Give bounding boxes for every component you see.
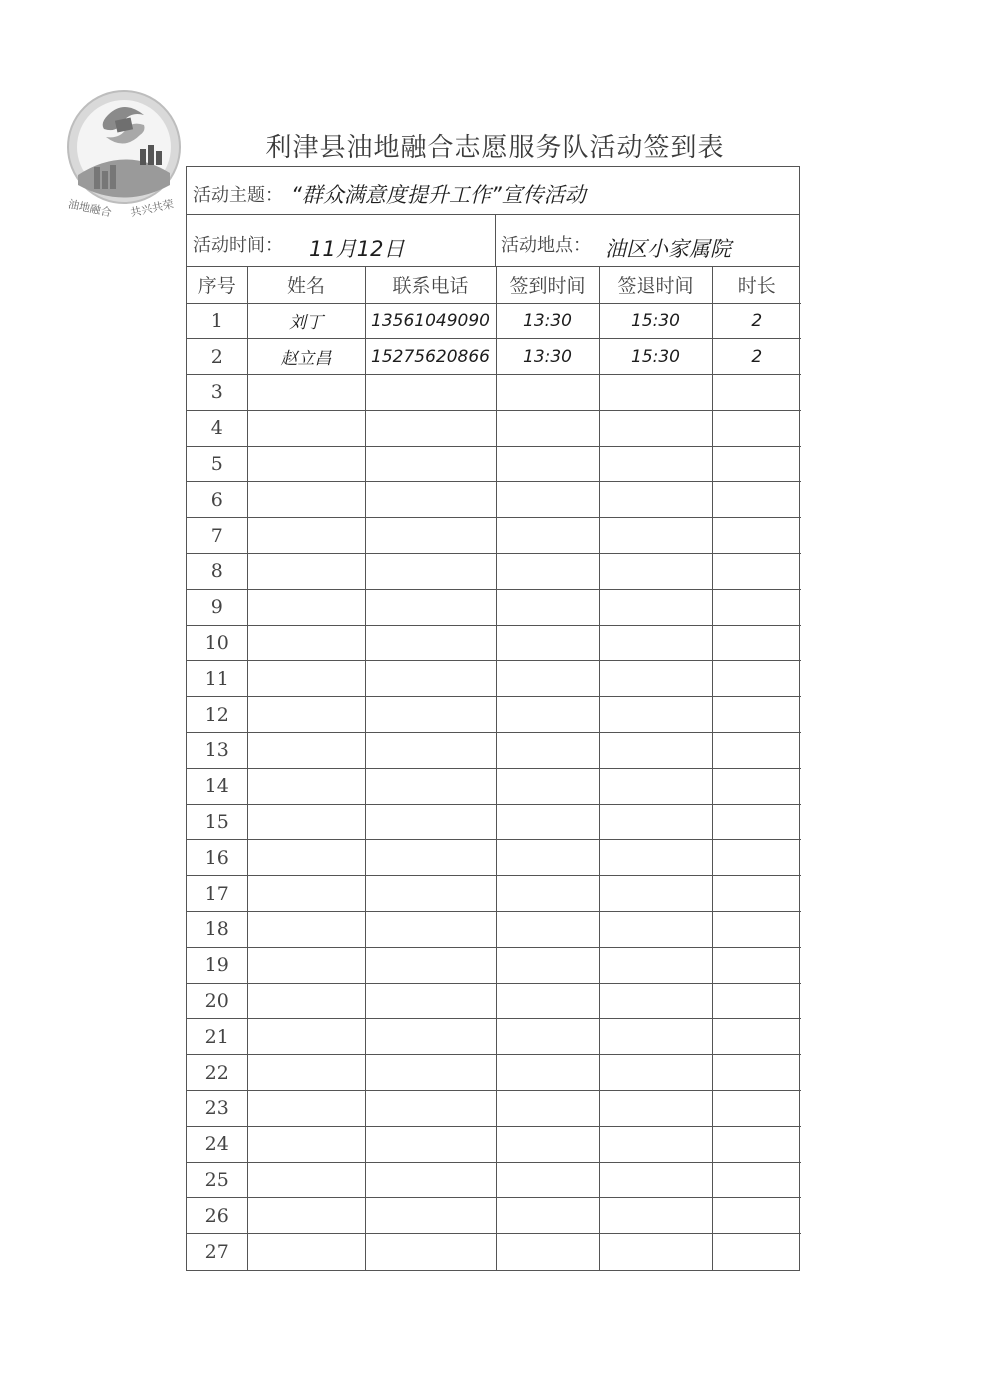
table-row bbox=[187, 912, 801, 948]
name-cell bbox=[247, 768, 365, 804]
duration-cell bbox=[712, 733, 801, 769]
table-row bbox=[187, 1055, 801, 1091]
emblem-caption-right: 共兴共荣 bbox=[129, 197, 175, 220]
phone-cell bbox=[365, 482, 496, 518]
emblem-logo bbox=[64, 85, 184, 230]
duration-cell bbox=[712, 1055, 801, 1091]
name-cell bbox=[247, 876, 365, 912]
phone-cell bbox=[365, 375, 496, 411]
sign-in-cell bbox=[496, 1126, 599, 1162]
sign-in-cell bbox=[496, 1162, 599, 1198]
duration-cell bbox=[712, 1091, 801, 1127]
sign-out-cell bbox=[599, 375, 712, 411]
sign-out-cell bbox=[599, 1019, 712, 1055]
seq-cell: 27 bbox=[187, 1234, 247, 1270]
sign-in-cell bbox=[496, 589, 599, 625]
phone-cell bbox=[365, 947, 496, 983]
table-row bbox=[187, 1091, 801, 1127]
sign-in-cell bbox=[496, 697, 599, 733]
duration-cell bbox=[712, 1198, 801, 1234]
duration-cell bbox=[712, 625, 801, 661]
sign-out-cell bbox=[599, 1234, 712, 1270]
duration-cell bbox=[712, 661, 801, 697]
sign-out-cell bbox=[599, 876, 712, 912]
sign-out-cell bbox=[599, 733, 712, 769]
sign-out-cell bbox=[599, 804, 712, 840]
phone-cell bbox=[365, 1019, 496, 1055]
time-place-divider bbox=[495, 215, 496, 266]
phone-cell bbox=[365, 446, 496, 482]
sign-in-cell bbox=[496, 912, 599, 948]
seq-cell: 15 bbox=[187, 804, 247, 840]
sign-in-cell bbox=[496, 375, 599, 411]
duration-cell bbox=[712, 876, 801, 912]
activity-theme-value: “群众满意度提升工作”宣传活动 bbox=[291, 183, 586, 207]
duration-cell bbox=[712, 804, 801, 840]
name-cell bbox=[247, 1234, 365, 1270]
table-row bbox=[187, 983, 801, 1019]
sign-in-cell bbox=[496, 1091, 599, 1127]
duration-cell bbox=[712, 375, 801, 411]
sign-in-cell: 13:30 bbox=[496, 303, 599, 339]
activity-place-label: 活动地点： bbox=[501, 235, 591, 256]
phone-cell bbox=[365, 410, 496, 446]
duration-cell bbox=[712, 1019, 801, 1055]
sign-in-cell bbox=[496, 661, 599, 697]
table-row bbox=[187, 1126, 801, 1162]
table-row bbox=[187, 554, 801, 590]
seq-cell: 18 bbox=[187, 912, 247, 948]
duration-cell: 2 bbox=[712, 339, 801, 375]
name-cell bbox=[247, 947, 365, 983]
seq-cell: 21 bbox=[187, 1019, 247, 1055]
seq-cell: 7 bbox=[187, 518, 247, 554]
table-row bbox=[187, 733, 801, 769]
sign-in-cell bbox=[496, 840, 599, 876]
duration-cell bbox=[712, 697, 801, 733]
phone-cell bbox=[365, 589, 496, 625]
sign-in-cell bbox=[496, 1019, 599, 1055]
sign-in-cell bbox=[496, 733, 599, 769]
phone-cell bbox=[365, 912, 496, 948]
name-cell bbox=[247, 697, 365, 733]
name-cell: 刘丁 bbox=[247, 303, 365, 339]
sign-in-cell bbox=[496, 1198, 599, 1234]
name-cell bbox=[247, 1162, 365, 1198]
seq-cell: 9 bbox=[187, 589, 247, 625]
name-cell bbox=[247, 804, 365, 840]
seq-cell: 20 bbox=[187, 983, 247, 1019]
sign-out-cell bbox=[599, 697, 712, 733]
table-row bbox=[187, 1162, 801, 1198]
sign-out-cell bbox=[599, 661, 712, 697]
table-row bbox=[187, 339, 801, 375]
sign-in-cell bbox=[496, 768, 599, 804]
header-name: 姓名 bbox=[247, 267, 365, 303]
name-cell bbox=[247, 1091, 365, 1127]
phone-cell bbox=[365, 625, 496, 661]
name-cell bbox=[247, 554, 365, 590]
duration-cell bbox=[712, 446, 801, 482]
sign-out-cell bbox=[599, 482, 712, 518]
phone-cell bbox=[365, 1091, 496, 1127]
activity-theme-row bbox=[187, 167, 799, 215]
table-row bbox=[187, 840, 801, 876]
name-cell bbox=[247, 733, 365, 769]
seq-cell: 26 bbox=[187, 1198, 247, 1234]
duration-cell bbox=[712, 768, 801, 804]
sign-out-cell: 15:30 bbox=[599, 303, 712, 339]
sign-out-cell bbox=[599, 625, 712, 661]
sign-in-cell bbox=[496, 554, 599, 590]
phone-cell: 13561049090 bbox=[365, 303, 496, 339]
sign-in-cell bbox=[496, 876, 599, 912]
table-row bbox=[187, 697, 801, 733]
duration-cell bbox=[712, 840, 801, 876]
sign-out-cell: 15:30 bbox=[599, 339, 712, 375]
sign-in-cell bbox=[496, 410, 599, 446]
table-row bbox=[187, 1198, 801, 1234]
name-cell: 赵立昌 bbox=[247, 339, 365, 375]
duration-cell bbox=[712, 554, 801, 590]
phone-cell bbox=[365, 768, 496, 804]
seq-cell: 1 bbox=[187, 303, 247, 339]
header-sign-out-time: 签退时间 bbox=[599, 267, 712, 303]
header-sign-in-time: 签到时间 bbox=[496, 267, 599, 303]
name-cell bbox=[247, 912, 365, 948]
phone-cell bbox=[365, 983, 496, 1019]
table-row bbox=[187, 804, 801, 840]
seq-cell: 3 bbox=[187, 375, 247, 411]
sign-in-cell bbox=[496, 947, 599, 983]
name-cell bbox=[247, 840, 365, 876]
sign-in-cell bbox=[496, 518, 599, 554]
sign-in-cell bbox=[496, 983, 599, 1019]
phone-cell bbox=[365, 1126, 496, 1162]
phone-cell: 15275620866 bbox=[365, 339, 496, 375]
table-row bbox=[187, 625, 801, 661]
sign-in-cell bbox=[496, 1234, 599, 1270]
sign-out-cell bbox=[599, 554, 712, 590]
header-phone: 联系电话 bbox=[365, 267, 496, 303]
sign-out-cell bbox=[599, 912, 712, 948]
sign-out-cell bbox=[599, 983, 712, 1019]
activity-theme-label: 活动主题： bbox=[193, 185, 283, 206]
activity-time-label: 活动时间： bbox=[193, 235, 283, 256]
sign-out-cell bbox=[599, 518, 712, 554]
duration-cell bbox=[712, 983, 801, 1019]
phone-cell bbox=[365, 733, 496, 769]
sign-in-cell bbox=[496, 482, 599, 518]
table-row bbox=[187, 482, 801, 518]
sign-out-cell bbox=[599, 1162, 712, 1198]
sign-in-cell bbox=[496, 625, 599, 661]
table-row bbox=[187, 1234, 801, 1270]
seq-cell: 10 bbox=[187, 625, 247, 661]
sign-in-sheet bbox=[186, 166, 800, 1271]
name-cell bbox=[247, 1055, 365, 1091]
table-row bbox=[187, 410, 801, 446]
name-cell bbox=[247, 1019, 365, 1055]
sign-out-cell bbox=[599, 410, 712, 446]
emblem-caption-left: 油地融合 bbox=[67, 197, 113, 220]
seq-cell: 22 bbox=[187, 1055, 247, 1091]
duration-cell: 2 bbox=[712, 303, 801, 339]
seq-cell: 19 bbox=[187, 947, 247, 983]
name-cell bbox=[247, 482, 365, 518]
table-row bbox=[187, 947, 801, 983]
name-cell bbox=[247, 410, 365, 446]
sign-out-cell bbox=[599, 446, 712, 482]
duration-cell bbox=[712, 410, 801, 446]
table-row bbox=[187, 1019, 801, 1055]
seq-cell: 25 bbox=[187, 1162, 247, 1198]
phone-cell bbox=[365, 876, 496, 912]
sign-in-cell bbox=[496, 446, 599, 482]
phone-cell bbox=[365, 697, 496, 733]
sign-out-cell bbox=[599, 1091, 712, 1127]
sign-out-cell bbox=[599, 589, 712, 625]
phone-cell bbox=[365, 1234, 496, 1270]
name-cell bbox=[247, 446, 365, 482]
table-header-row bbox=[187, 267, 801, 303]
sign-in-cell bbox=[496, 1055, 599, 1091]
activity-time-place-row bbox=[187, 215, 799, 267]
header-duration: 时长 bbox=[712, 267, 801, 303]
duration-cell bbox=[712, 1162, 801, 1198]
seq-cell: 4 bbox=[187, 410, 247, 446]
activity-time-value: 11月12日 bbox=[309, 237, 405, 261]
sign-out-cell bbox=[599, 1198, 712, 1234]
phone-cell bbox=[365, 804, 496, 840]
seq-cell: 24 bbox=[187, 1126, 247, 1162]
seq-cell: 16 bbox=[187, 840, 247, 876]
phone-cell bbox=[365, 518, 496, 554]
seq-cell: 2 bbox=[187, 339, 247, 375]
name-cell bbox=[247, 983, 365, 1019]
name-cell bbox=[247, 625, 365, 661]
seq-cell: 11 bbox=[187, 661, 247, 697]
table-row bbox=[187, 589, 801, 625]
sign-out-cell bbox=[599, 1055, 712, 1091]
seq-cell: 14 bbox=[187, 768, 247, 804]
seq-cell: 17 bbox=[187, 876, 247, 912]
table-row bbox=[187, 375, 801, 411]
page-title: 利津县油地融合志愿服务队活动签到表 bbox=[265, 133, 725, 163]
sign-out-cell bbox=[599, 840, 712, 876]
name-cell bbox=[247, 589, 365, 625]
sign-out-cell bbox=[599, 1126, 712, 1162]
seq-cell: 8 bbox=[187, 554, 247, 590]
table-row bbox=[187, 303, 801, 339]
seq-cell: 6 bbox=[187, 482, 247, 518]
phone-cell bbox=[365, 661, 496, 697]
seq-cell: 23 bbox=[187, 1091, 247, 1127]
activity-place-value: 油区小家属院 bbox=[605, 237, 731, 261]
duration-cell bbox=[712, 1126, 801, 1162]
duration-cell bbox=[712, 482, 801, 518]
table-row bbox=[187, 768, 801, 804]
name-cell bbox=[247, 518, 365, 554]
name-cell bbox=[247, 1126, 365, 1162]
seq-cell: 12 bbox=[187, 697, 247, 733]
name-cell bbox=[247, 1198, 365, 1234]
duration-cell bbox=[712, 912, 801, 948]
sign-out-cell bbox=[599, 768, 712, 804]
attendance-table bbox=[187, 267, 801, 1270]
header-seq: 序号 bbox=[187, 267, 247, 303]
duration-cell bbox=[712, 1234, 801, 1270]
duration-cell bbox=[712, 518, 801, 554]
phone-cell bbox=[365, 1198, 496, 1234]
table-row bbox=[187, 446, 801, 482]
duration-cell bbox=[712, 947, 801, 983]
seq-cell: 13 bbox=[187, 733, 247, 769]
phone-cell bbox=[365, 840, 496, 876]
phone-cell bbox=[365, 1162, 496, 1198]
table-row bbox=[187, 661, 801, 697]
table-row bbox=[187, 518, 801, 554]
name-cell bbox=[247, 661, 365, 697]
table-row bbox=[187, 876, 801, 912]
sign-in-cell: 13:30 bbox=[496, 339, 599, 375]
name-cell bbox=[247, 375, 365, 411]
sign-in-cell bbox=[496, 804, 599, 840]
duration-cell bbox=[712, 589, 801, 625]
phone-cell bbox=[365, 1055, 496, 1091]
seq-cell: 5 bbox=[187, 446, 247, 482]
sign-out-cell bbox=[599, 947, 712, 983]
phone-cell bbox=[365, 554, 496, 590]
